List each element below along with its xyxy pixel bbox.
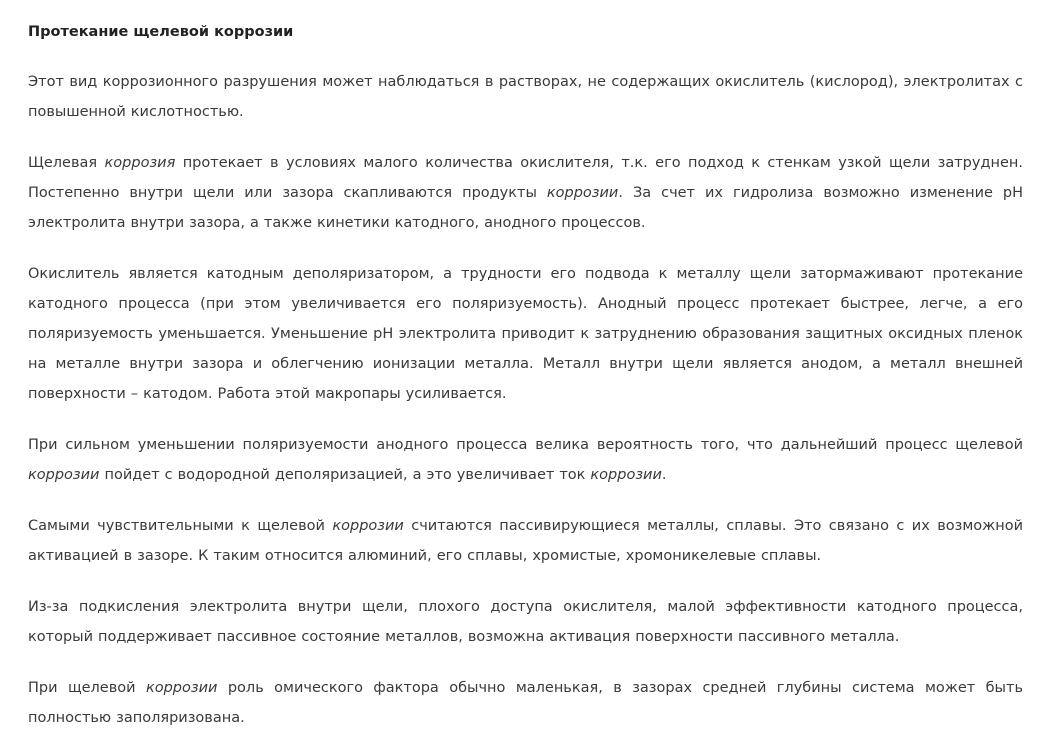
text-run: пойдет с водородной деполяризацией, а это увеличивает ток [99, 467, 591, 483]
italic-term: коррозия [104, 155, 176, 171]
text-run: роль омического фактора обычно маленькая, в зазорах средней глубины система может быть полностью заполяризована. [28, 680, 1023, 726]
text-run: Этот вид коррозионного разрушения может наблюдаться в растворах, не содержащих окислитель (кислород), электролитах с повышенной кислотностью. [28, 74, 1023, 120]
text-run: Самыми чувствительными к щелевой [28, 518, 333, 534]
paragraph [28, 592, 1023, 652]
italic-term: коррозии [546, 185, 619, 201]
text-run: . За счет их гидролиза возможно изменение pH электролита внутри зазора, а также кинетики катодного, анодного процессов. [28, 185, 1023, 231]
text-run: Окислитель является катодным деполяризатором, а трудности его подвода к металлу щели затормаживают протекание катодного процесса (при этом увеличивается его поляризуемость). Анодный процесс протекает быстрее, легче, а его поляризуемость уменьшается. Уменьшение pH электролита приводит к затруднению образования защитных оксидных пленок на металле внутри зазора и облегчению ионизации металла. Металл внутри щели является анодом, а металл внешней поверхности – катодом. Работа этой макропары усиливается. [28, 266, 1023, 402]
italic-term: коррозии [332, 518, 404, 534]
paragraph [28, 511, 1023, 571]
paragraph [28, 673, 1023, 733]
italic-term: коррозии [28, 467, 100, 483]
text-run: Из-за подкисления электролита внутри щели, плохого доступа окислителя, малой эффективности катодного процесса, который поддерживает пассивное состояние металлов, возможна активация поверхности пассивного металла. [28, 599, 1023, 645]
paragraph [28, 67, 1023, 127]
text-run: считаются пассивирующиеся металлы, сплавы. Это связано с их возможной активацией в зазоре. К таким относится алюминий, его сплавы, хромистые, хромоникелевые сплавы. [28, 518, 1023, 564]
paragraph [28, 430, 1023, 490]
text-run: протекает в условиях малого количества окислителя, т.к. его подход к стенкам узкой щели затруднен. Постепенно внутри щели или зазора скапливаются продукты [28, 155, 1023, 201]
article-title: Протекание щелевой коррозии [28, 24, 294, 40]
paragraph [28, 148, 1023, 238]
italic-term: коррозии [590, 467, 662, 483]
text-run: При щелевой [28, 680, 146, 696]
paragraph [28, 259, 1023, 409]
italic-term: коррозии [145, 680, 218, 696]
text-run: . [661, 467, 667, 483]
article-body [28, 67, 1023, 733]
text-run: Щелевая [28, 155, 105, 171]
text-run: При сильном уменьшении поляризуемости анодного процесса велика вероятность того, что дальнейший процесс щелевой [28, 437, 1023, 453]
